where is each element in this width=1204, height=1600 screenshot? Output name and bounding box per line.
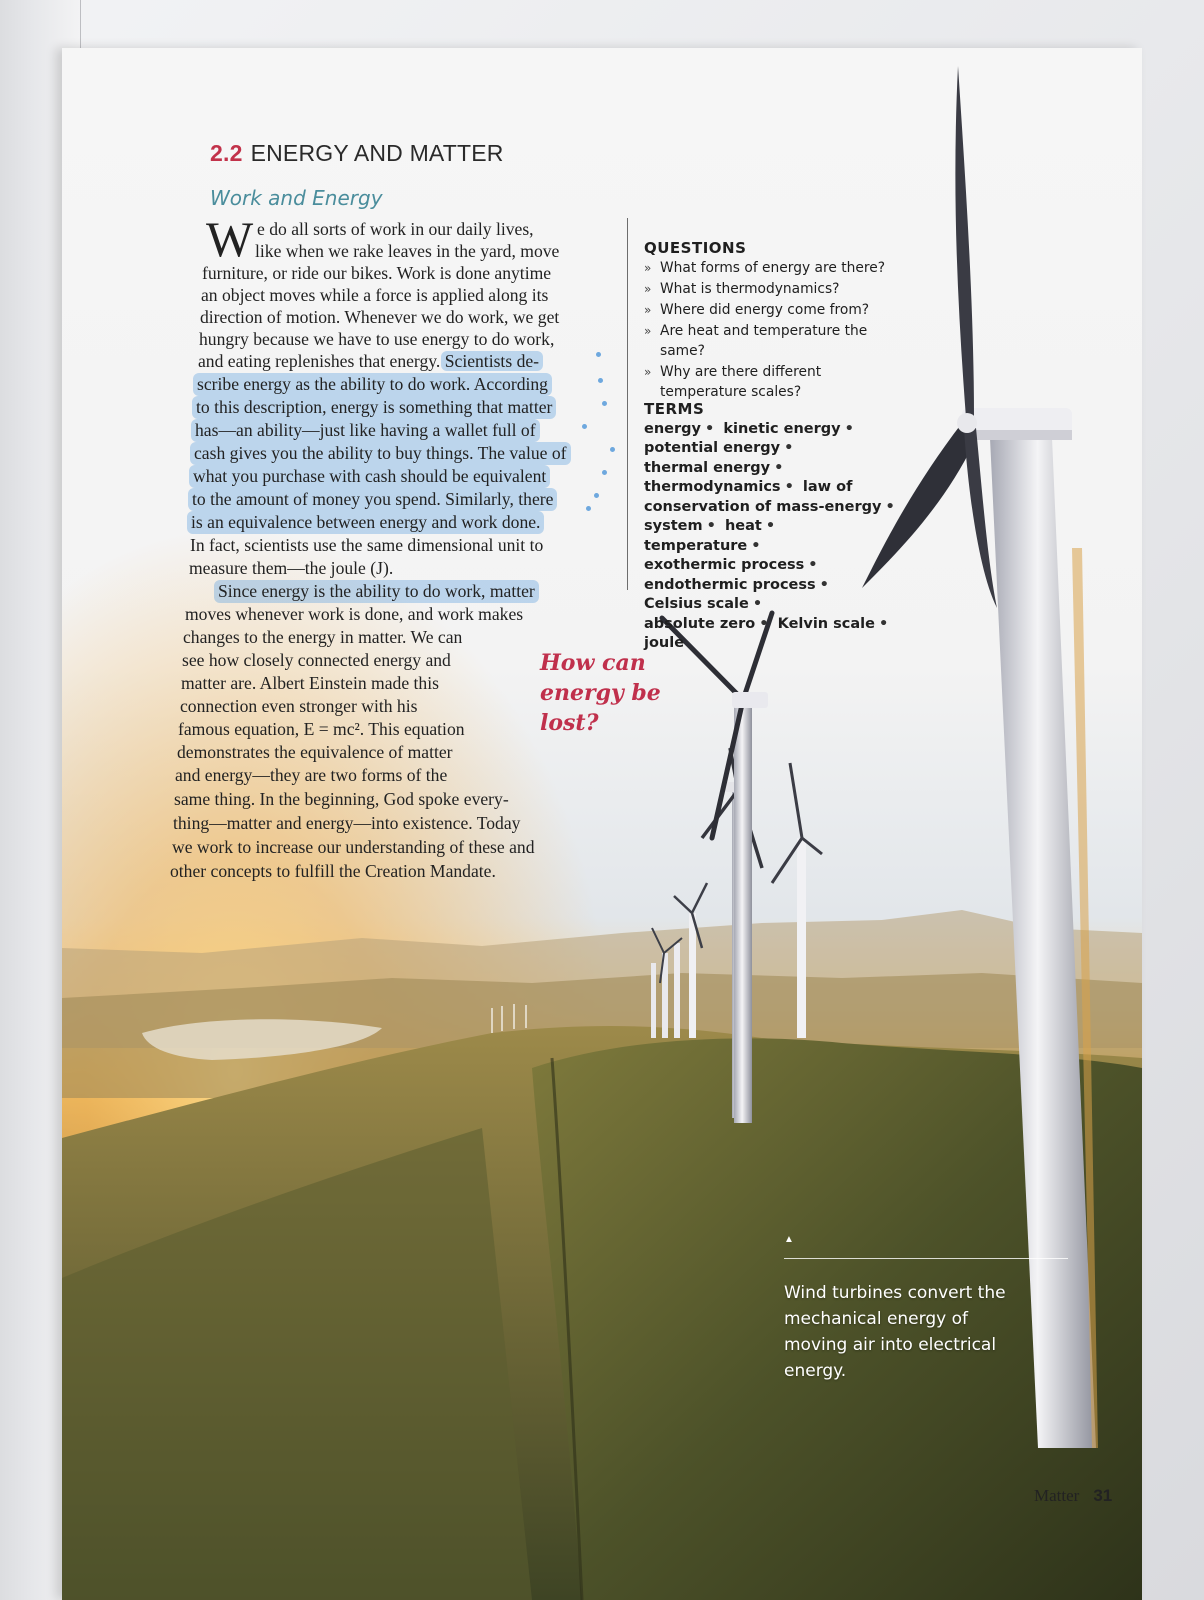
body-line: connection even stronger with his [180, 696, 418, 716]
term-separator: • [784, 479, 794, 495]
body-line: like when we rake leaves in the yard, move [255, 241, 560, 261]
chevron-bullet-icon: » [644, 303, 652, 317]
body-line: hungry because we have to use energy to do work, [199, 329, 555, 349]
chevron-bullet-icon: » [644, 261, 652, 275]
terms-title: TERMS [644, 400, 705, 418]
body-line: demonstrates the equivalence of matter [177, 742, 453, 762]
caption-text: Wind turbines convert the mechanical energy of moving air into electrical energy. [784, 1283, 1006, 1381]
chevron-bullet-icon: » [644, 282, 652, 296]
term: endothermic process [644, 576, 816, 593]
highlighted-line: scribe energy as the ability to do work. According [193, 373, 552, 396]
term: energy [644, 420, 701, 437]
body-line: see how closely connected energy and [182, 650, 451, 670]
question-item [644, 321, 882, 361]
highlighter-dot [596, 352, 601, 357]
callout-line: How can [540, 650, 646, 676]
highlighter-dot [610, 447, 615, 452]
term-separator: • [752, 596, 763, 612]
body-line: thing—matter and energy—into existence. Today [173, 813, 521, 833]
highlighted-line: to this description, energy is something that matter [192, 396, 556, 419]
term: heat [724, 518, 762, 534]
terms-box [644, 400, 899, 654]
textbook-page [62, 48, 1142, 1600]
highlighted-line: Since energy is the ability to do work, matter [214, 580, 539, 603]
callout-line: energy be [540, 680, 661, 706]
chevron-bullet-icon: » [644, 365, 652, 379]
term: thermodynamics [644, 479, 781, 495]
body-line: furniture, or ride our bikes. Work is done anytime [202, 263, 552, 283]
body-line: measure them—the joule (J). [189, 558, 394, 578]
term: temperature [644, 537, 748, 554]
highlighted-line: what you purchase with cash should be equivalent [189, 465, 550, 488]
body-line: same thing. In the beginning, God spoke every- [174, 789, 509, 809]
term: potential energy [644, 440, 781, 456]
term-separator: • [844, 420, 854, 437]
question-text: Why are there different temperature scales? [660, 364, 822, 400]
body-line: an object moves while a force is applied along its [201, 285, 549, 305]
margin-question-callout [540, 648, 690, 738]
highlighter-dot [602, 470, 607, 475]
term: exothermic process [644, 557, 805, 573]
body-line: and energy—they are two forms of the [175, 765, 448, 785]
question-item [644, 258, 915, 278]
term-separator: • [774, 459, 784, 476]
question-text: What is thermodynamics? [660, 281, 840, 297]
term: joule [644, 635, 685, 651]
drop-cap: W [206, 211, 254, 267]
body-line: other concepts to fulfill the Creation Mandate. [170, 861, 496, 881]
questions-box [644, 238, 915, 403]
section-number: 2.2 [210, 140, 243, 166]
question-item [644, 279, 915, 299]
callout-line: lost? [540, 710, 599, 736]
term-separator: • [879, 615, 889, 632]
subheading-work-and-energy: Work and Energy [210, 186, 383, 210]
body-line: In fact, scientists use the same dimensional unit to [190, 535, 544, 555]
term-separator: • [706, 518, 716, 534]
terms-list [644, 420, 899, 654]
term: kinetic energy [723, 420, 841, 437]
sidebar-divider [627, 218, 628, 590]
highlighter-dot [582, 424, 587, 429]
body-line [198, 350, 543, 373]
highlighted-line: is an equivalence between energy and work done. [187, 511, 544, 534]
term-separator: • [765, 518, 776, 534]
term: law of conservation of mass-energy [644, 479, 882, 515]
body-line: famous equation, E = mc². This equation [178, 719, 465, 739]
highlighter-dot [586, 506, 591, 511]
question-item [644, 300, 915, 320]
term-separator: • [759, 615, 769, 632]
question-text: What forms of energy are there? [660, 260, 886, 276]
body-line: we work to increase our understanding of these and [172, 837, 535, 857]
footer-section-name: Matter [1034, 1486, 1080, 1505]
term-separator: • [784, 440, 794, 456]
term-separator: • [704, 420, 715, 437]
page-number: 31 [1093, 1486, 1113, 1505]
body-line: matter are. Albert Einstein made this [181, 673, 439, 693]
body-line-start: and eating replenishes that energy. [198, 351, 445, 371]
question-item [644, 362, 840, 402]
term: Celsius scale [644, 596, 749, 612]
caption-rule [784, 1258, 1068, 1259]
term-separator: • [819, 576, 829, 593]
highlighter-dot [594, 493, 599, 498]
question-text: Where did energy come from? [660, 302, 870, 318]
highlighter-dot [598, 378, 603, 383]
term: system [644, 518, 703, 534]
question-text: Are heat and temperature the same? [660, 323, 868, 359]
term: absolute zero [644, 615, 756, 632]
body-line: e do all sorts of work in our daily lives, [257, 219, 534, 239]
body-line: changes to the energy in matter. We can [183, 627, 463, 647]
highlighted-line: has—an ability—just like having a wallet full of [191, 419, 540, 442]
chevron-bullet-icon: » [644, 324, 652, 338]
term: Kelvin scale [777, 615, 875, 632]
questions-title: QUESTIONS [644, 239, 747, 257]
section-heading [210, 140, 504, 167]
page-footer [1034, 1486, 1112, 1506]
triangle-up-icon: ▲ [784, 1234, 794, 1245]
highlighted-phrase: Scientists de- [441, 351, 543, 371]
body-line: moves whenever work is done, and work makes [185, 604, 524, 624]
term-separator: • [808, 557, 818, 573]
term-separator: • [885, 498, 895, 515]
term: thermal energy [644, 459, 771, 476]
highlighted-line: cash gives you the ability to buy things. The value of [190, 442, 571, 465]
highlighted-line: to the amount of money you spend. Similarly, there [188, 488, 557, 511]
term-separator: • [751, 537, 761, 554]
highlighter-dot [602, 401, 607, 406]
body-line: direction of motion. Whenever we do work, we get [200, 307, 560, 327]
section-title: ENERGY AND MATTER [250, 140, 504, 166]
